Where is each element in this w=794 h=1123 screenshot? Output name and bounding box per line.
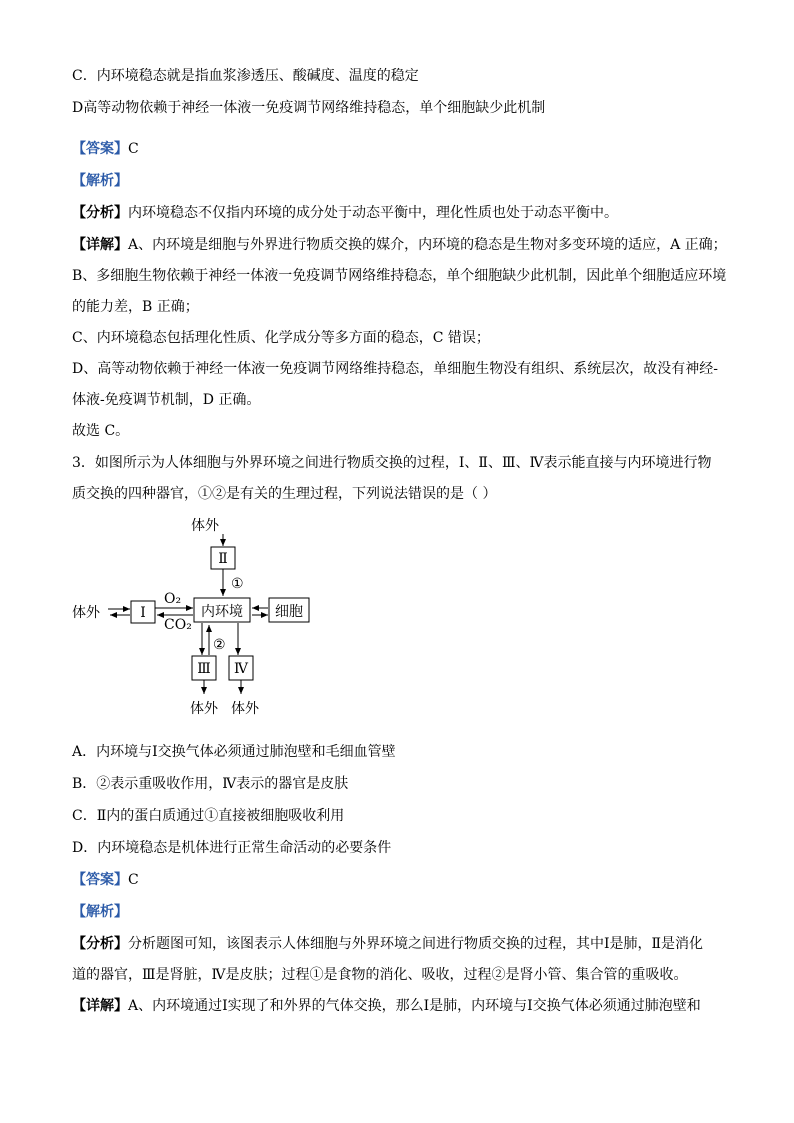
fenxi-tag: 【分析】 [72,936,128,952]
option-d: D．内环境稳态是机体进行正常生命活动的必要条件 [72,840,392,856]
fenxi-tag: 【分析】 [72,205,128,221]
xiangjie-text: A、内环境是细胞与外界进行物质交换的媒介，内环境的稳态是生物对多变环境的适应，A 正确； [128,237,727,253]
organ-3-label: Ⅲ [197,661,211,677]
xiangjie-text: A、内环境通过Ⅰ实现了和外界的气体交换，那么Ⅰ是肺，内环境与Ⅰ交换气体必须通过肺泡壁和 [128,998,701,1014]
explain-c: C、内环境稳态包括理化性质、化学成分等多方面的稳态，C 错误； [72,330,490,346]
explain-d-line1: D、高等动物依赖于神经一体液一免疫调节网络维持稳态，单细胞生物没有组织、系统层次，故没有神经- [72,361,718,377]
process-1-label: ① [231,576,244,592]
answer-value: C [128,872,139,888]
explain-d-line2: 体液-免疫调节机制，D 正确。 [72,392,261,408]
analysis-heading-2: 【解析】 [72,904,128,920]
analysis-heading-1: 【解析】 [72,173,128,189]
outside-bottom-left-label: 体外 [190,701,218,717]
option-c: C．Ⅱ内的蛋白质通过①直接被细胞吸收利用 [72,808,345,824]
answer-tag: 【答案】 [72,872,128,888]
option-a: A．内环境与Ⅰ交换气体必须通过肺泡壁和毛细血管壁 [72,744,396,760]
xiangjie-tag: 【详解】 [72,237,128,253]
fenxi-text: 内环境稳态不仅指内环境的成分处于动态平衡中，理化性质也处于动态平衡中。 [128,205,618,221]
question-3-line2: 质交换的四种器官，①②是有关的生理过程，下列说法错误的是（ ） [72,486,497,502]
option-d-previous: D高等动物依赖于神经一体液一免疫调节网络维持稳态，单个细胞缺少此机制 [72,100,546,116]
internal-environment-label: 内环境 [201,604,243,620]
question-3-line1: 3．如图所示为人体细胞与外界环境之间进行物质交换的过程，Ⅰ、Ⅱ、Ⅲ、Ⅳ表示能直接与内环境进行物 [72,455,712,471]
process-2-label: ② [213,637,226,653]
organ-1-label: Ⅰ [140,605,146,621]
option-c-previous: C．内环境稳态就是指血浆渗透压、酸碱度、温度的稳定 [72,68,419,84]
organ-2-label: Ⅱ [218,551,228,567]
conclusion: 故选 C。 [72,423,130,439]
fenxi-2-line1 [72,935,703,953]
fenxi-text: 分析题图可知，该图表示人体细胞与外界环境之间进行物质交换的过程，其中Ⅰ是肺，Ⅱ是消化 [128,936,704,952]
xiangjie-tag: 【详解】 [72,998,128,1014]
outside-top-label: 体外 [191,518,219,534]
explain-b-line1: B、多细胞生物依赖于神经一体液一免疫调节网络维持稳态，单个细胞缺少此机制，因此单个细胞适应环境 [72,268,727,284]
answer-tag: 【答案】 [72,141,128,157]
co2-label: CO₂ [164,617,192,633]
answer-2 [72,871,139,889]
xiangjie-1 [72,236,727,254]
cell-label: 细胞 [275,604,303,620]
option-b: B．②表示重吸收作用，Ⅳ表示的器官是皮肤 [72,776,349,792]
fenxi-1 [72,204,618,222]
fenxi-2-line2: 道的器官，Ⅲ是肾脏，Ⅳ是皮肤；过程①是食物的消化、吸收，过程②是肾小管、集合管的重吸收。 [72,967,688,983]
exchange-diagram [72,512,322,722]
explain-b-line2: 的能力差，B 正确； [72,299,199,315]
outside-bottom-right-label: 体外 [231,701,259,717]
organ-4-label: Ⅳ [234,661,248,677]
xiangjie-2 [72,997,701,1015]
outside-left-label: 体外 [72,605,100,621]
answer-value: C [128,141,139,157]
answer-1 [72,140,139,158]
o2-label: O₂ [164,591,182,607]
